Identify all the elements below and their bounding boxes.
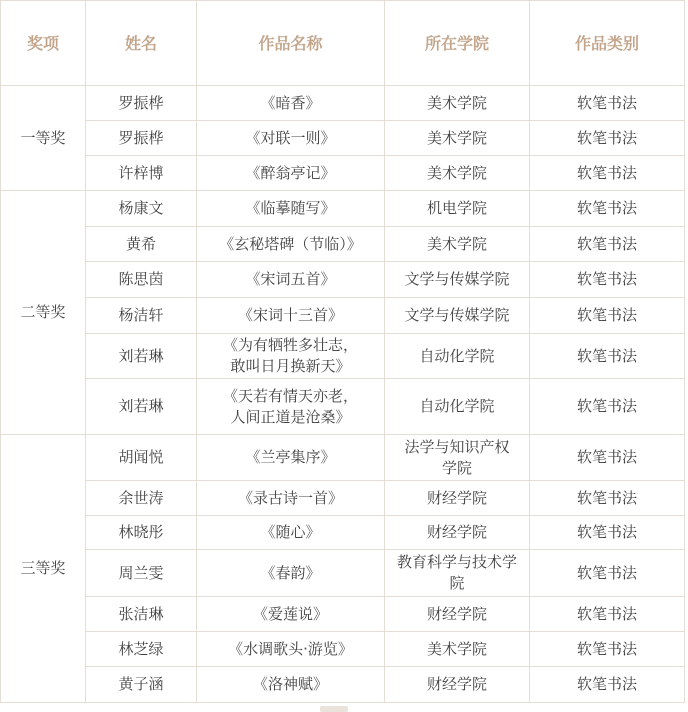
- category-cell: 软笔书法: [530, 550, 685, 597]
- work-title-cell: 《醉翁亭记》: [197, 156, 385, 191]
- name-cell: 黄希: [86, 227, 197, 262]
- category-cell: 软笔书法: [530, 481, 685, 516]
- name-cell: 罗振桦: [86, 86, 197, 121]
- table-row: [1, 227, 685, 262]
- category-cell: 软笔书法: [530, 191, 685, 227]
- college-cell: 财经学院: [385, 667, 530, 703]
- college-cell: 教育科学与技术学 院: [385, 550, 530, 597]
- name-cell: 许梓博: [86, 156, 197, 191]
- table-row: [1, 550, 685, 597]
- category-cell: 软笔书法: [530, 156, 685, 191]
- name-cell: 罗振桦: [86, 121, 197, 156]
- table-row: [1, 86, 685, 121]
- work-title-cell: 《暗香》: [197, 86, 385, 121]
- name-cell: 林晓彤: [86, 516, 197, 550]
- header-work: 作品名称: [197, 1, 385, 86]
- category-cell: 软笔书法: [530, 334, 685, 379]
- work-title-cell: 《玄秘塔碑（节临）》: [197, 227, 385, 262]
- work-title-cell: 《对联一则》: [197, 121, 385, 156]
- category-cell: 软笔书法: [530, 121, 685, 156]
- work-title-cell: 《天若有情天亦老， 人间正道是沧桑》: [197, 379, 385, 435]
- table-row: [1, 191, 685, 227]
- college-cell: 机电学院: [385, 191, 530, 227]
- header-row: [1, 1, 685, 86]
- name-cell: 黄子涵: [86, 667, 197, 703]
- work-title-cell: 《爱莲说》: [197, 597, 385, 632]
- name-cell: 刘若琳: [86, 334, 197, 379]
- category-cell: 软笔书法: [530, 298, 685, 334]
- prize-level-cell: 二等奖: [1, 191, 86, 435]
- name-cell: 周兰雯: [86, 550, 197, 597]
- table-row: [1, 334, 685, 379]
- category-cell: 软笔书法: [530, 262, 685, 298]
- category-cell: 软笔书法: [530, 227, 685, 262]
- name-cell: 余世涛: [86, 481, 197, 516]
- header-college: 所在学院: [385, 1, 530, 86]
- work-title-cell: 《为有牺牲多壮志， 敢叫日月换新天》: [197, 334, 385, 379]
- college-cell: 美术学院: [385, 86, 530, 121]
- work-title-cell: 《宋词十三首》: [197, 298, 385, 334]
- college-cell: 法学与知识产权 学院: [385, 435, 530, 481]
- work-title-cell: 《随心》: [197, 516, 385, 550]
- prize-level-cell: 三等奖: [1, 435, 86, 703]
- category-cell: 软笔书法: [530, 597, 685, 632]
- table-row: [1, 379, 685, 435]
- college-cell: 财经学院: [385, 516, 530, 550]
- work-title-cell: 《春韵》: [197, 550, 385, 597]
- college-cell: 文学与传媒学院: [385, 298, 530, 334]
- work-title-cell: 《临摹随写》: [197, 191, 385, 227]
- table-row: [1, 262, 685, 298]
- table-row: [1, 481, 685, 516]
- college-cell: 自动化学院: [385, 379, 530, 435]
- name-cell: 杨洁轩: [86, 298, 197, 334]
- category-cell: 软笔书法: [530, 667, 685, 703]
- name-cell: 刘若琳: [86, 379, 197, 435]
- category-cell: 软笔书法: [530, 516, 685, 550]
- work-title-cell: 《洛神赋》: [197, 667, 385, 703]
- college-cell: 美术学院: [385, 632, 530, 667]
- header-category: 作品类别: [530, 1, 685, 86]
- college-cell: 美术学院: [385, 156, 530, 191]
- college-cell: 财经学院: [385, 481, 530, 516]
- name-cell: 杨康文: [86, 191, 197, 227]
- table-row: [1, 298, 685, 334]
- table-row: [1, 516, 685, 550]
- name-cell: 林芝绿: [86, 632, 197, 667]
- name-cell: 陈思茵: [86, 262, 197, 298]
- work-title-cell: 《水调歌头·游览》: [197, 632, 385, 667]
- table-row: [1, 597, 685, 632]
- college-cell: 美术学院: [385, 121, 530, 156]
- work-title-cell: 《宋词五首》: [197, 262, 385, 298]
- scroll-edge-marker: [320, 706, 348, 712]
- college-cell: 文学与传媒学院: [385, 262, 530, 298]
- table-row: [1, 667, 685, 703]
- work-title-cell: 《录古诗一首》: [197, 481, 385, 516]
- prize-level-cell: 一等奖: [1, 86, 86, 191]
- table-row: [1, 121, 685, 156]
- table-body: [1, 86, 685, 703]
- work-title-cell: 《兰亭集序》: [197, 435, 385, 481]
- category-cell: 软笔书法: [530, 379, 685, 435]
- table-row: [1, 156, 685, 191]
- table-row: [1, 632, 685, 667]
- name-cell: 胡闻悦: [86, 435, 197, 481]
- category-cell: 软笔书法: [530, 632, 685, 667]
- header-prize: 奖项: [1, 1, 86, 86]
- college-cell: 美术学院: [385, 227, 530, 262]
- college-cell: 财经学院: [385, 597, 530, 632]
- header-name: 姓名: [86, 1, 197, 86]
- table-row: [1, 435, 685, 481]
- category-cell: 软笔书法: [530, 435, 685, 481]
- name-cell: 张洁琳: [86, 597, 197, 632]
- category-cell: 软笔书法: [530, 86, 685, 121]
- college-cell: 自动化学院: [385, 334, 530, 379]
